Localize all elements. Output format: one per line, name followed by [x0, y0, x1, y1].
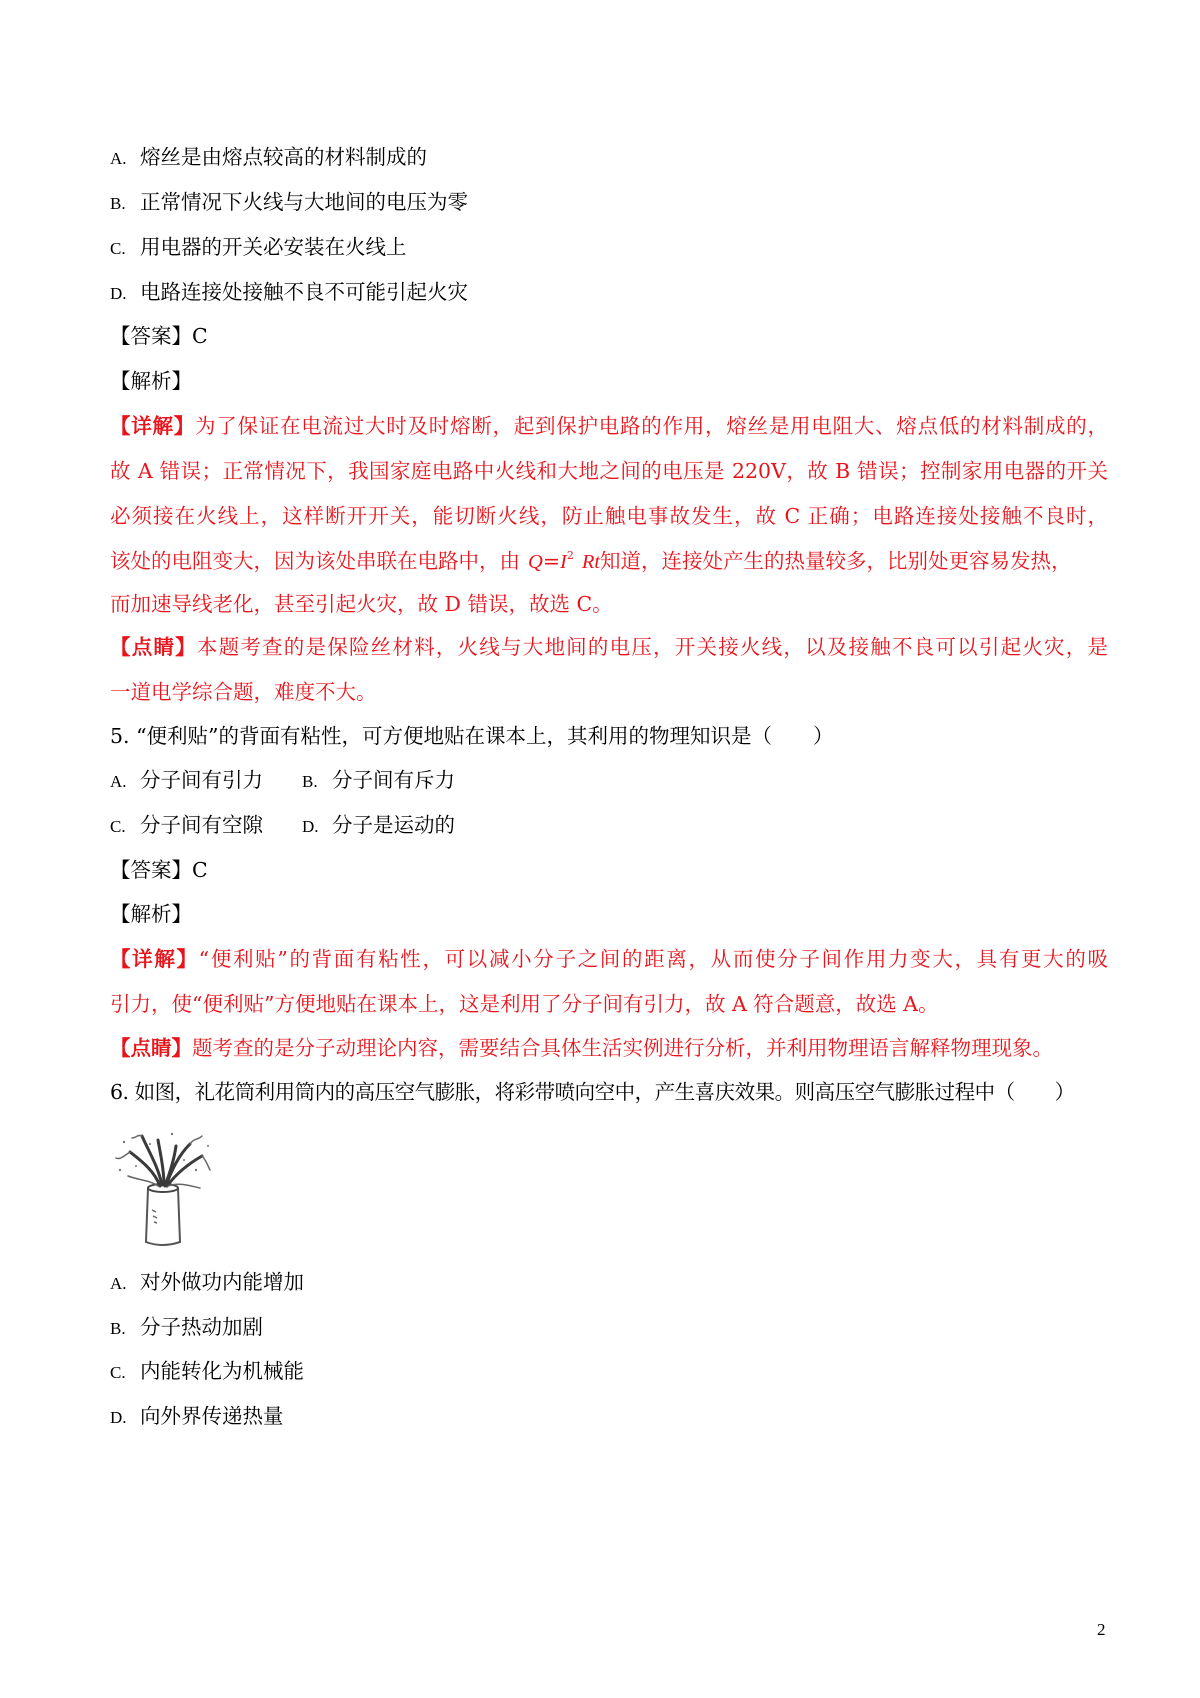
detail-label: 【详解】 — [110, 947, 199, 971]
comment-text: 题考查的是分子动理论内容，需要结合具体生活实例进行分析，并利用物理语言解释物理现象。 — [192, 1036, 1053, 1060]
option-text: 分子间有空隙 — [140, 813, 263, 837]
page-number: 2 — [1097, 1620, 1106, 1639]
q4-option-d — [110, 278, 468, 308]
option-letter: A. — [110, 1274, 127, 1293]
option-letter: A. — [110, 149, 127, 168]
party-popper-figure — [110, 1130, 215, 1250]
detail-text: 该处的电阻变大，因为该处串联在电路中，由 — [110, 549, 520, 573]
option-letter: C. — [110, 1363, 126, 1382]
q6-option-a — [110, 1268, 304, 1298]
q4-detail-line-1 — [110, 412, 1108, 440]
q5-stem: 5. “便利贴”的背面有粘性，可方便地贴在课本上，其利用的物理知识是（ ） — [110, 724, 834, 748]
q4-option-b — [110, 188, 468, 218]
formula-q: Q — [528, 551, 543, 573]
q4-detail-line-2: 故 A 错误；正常情况下，我国家庭电路中火线和大地之间的电压是 220V，故 B 错误；控制家用电器的开关 — [110, 459, 1108, 483]
formula-eq: = — [542, 549, 560, 573]
detail-label: 【详解】 — [110, 414, 195, 438]
q5-detail-line-1 — [110, 945, 1108, 973]
detail-text: 知道，连接处产生的热量较多，比别处更容易发热， — [600, 549, 1072, 573]
q4-option-c — [110, 233, 407, 263]
detail-text: 为了保证在电流过大时及时熔断，起到保护电路的作用，熔丝是用电阻大、熔点低的材料制成的， — [195, 414, 1108, 438]
formula-rt: Rt — [581, 551, 601, 573]
formula-exponent: 2 — [566, 549, 574, 562]
q4-detail-line-3: 必须接在火线上，这样断开开关，能切断火线，防止触电事故发生，故 C 正确；电路连接处接触不良时， — [110, 504, 1108, 528]
option-text: 熔丝是由熔点较高的材料制成的 — [140, 145, 427, 169]
q5-detail-line-2: 引力，使“便利贴”方便地贴在课本上，这是利用了分子间有引力，故 A 符合题意，故选 A。 — [110, 992, 939, 1016]
option-letter: D. — [110, 284, 127, 303]
q5-analysis-label — [110, 900, 192, 928]
answer-label: 【答案】 — [110, 858, 192, 882]
option-letter: D. — [302, 817, 319, 836]
comment-text: 本题考查的是保险丝材料，火线与大地间的电压，开关接火线，以及接触不良可以引起火灾，是 — [196, 635, 1108, 659]
q6-option-c — [110, 1357, 304, 1387]
answer-value: C — [192, 858, 208, 882]
option-letter: B. — [302, 772, 318, 791]
option-letter: A. — [110, 772, 127, 791]
q5-comment — [110, 1034, 1053, 1062]
option-letter: C. — [110, 239, 126, 258]
answer-label: 【答案】 — [110, 324, 192, 348]
option-text: 电路连接处接触不良不可能引起火灾 — [140, 280, 468, 304]
q4-detail-line-4 — [110, 547, 1072, 576]
option-letter: B. — [110, 194, 126, 213]
q4-option-a — [110, 143, 427, 173]
option-text: 分子间有引力 — [140, 768, 263, 792]
analysis-label: 【解析】 — [110, 369, 192, 393]
option-text: 分子热动加剧 — [140, 1315, 263, 1339]
q4-comment-line-1 — [110, 633, 1108, 661]
option-letter: D. — [110, 1408, 127, 1427]
option-text: 分子是运动的 — [332, 813, 455, 837]
option-text: 用电器的开关必安装在火线上 — [140, 235, 407, 259]
q5-answer — [110, 856, 208, 884]
answer-value: C — [192, 324, 208, 348]
q5-options-row-2 — [110, 811, 455, 841]
q4-comment-line-2: 一道电学综合题，难度不大。 — [110, 680, 377, 704]
q4-analysis-label — [110, 367, 192, 395]
option-text: 分子间有斥力 — [332, 768, 455, 792]
comment-label: 【点睛】 — [110, 635, 197, 659]
option-text: 正常情况下火线与大地间的电压为零 — [140, 190, 468, 214]
formula-i: I — [560, 551, 567, 573]
q5-options-row-1 — [110, 766, 455, 796]
detail-text: “便利贴”的背面有粘性，可以减小分子之间的距离，从而使分子间作用力变大，具有更大的吸 — [198, 947, 1108, 971]
comment-label: 【点睛】 — [110, 1036, 192, 1060]
q4-answer — [110, 322, 208, 350]
option-text: 内能转化为机械能 — [140, 1359, 304, 1383]
q6-option-b — [110, 1313, 263, 1343]
analysis-label: 【解析】 — [110, 902, 192, 926]
q6-option-d — [110, 1402, 284, 1432]
q6-stem: 6. 如图，礼花筒利用筒内的高压空气膨胀，将彩带喷向空中，产生喜庆效果。则高压空气膨胀过程中（ ） — [110, 1080, 1075, 1104]
option-text: 向外界传递热量 — [140, 1404, 284, 1428]
option-letter: B. — [110, 1319, 126, 1338]
option-letter: C. — [110, 817, 126, 836]
q4-detail-line-5: 而加速导线老化，甚至引起火灾，故 D 错误，故选 C。 — [110, 592, 613, 616]
option-text: 对外做功内能增加 — [140, 1270, 304, 1294]
